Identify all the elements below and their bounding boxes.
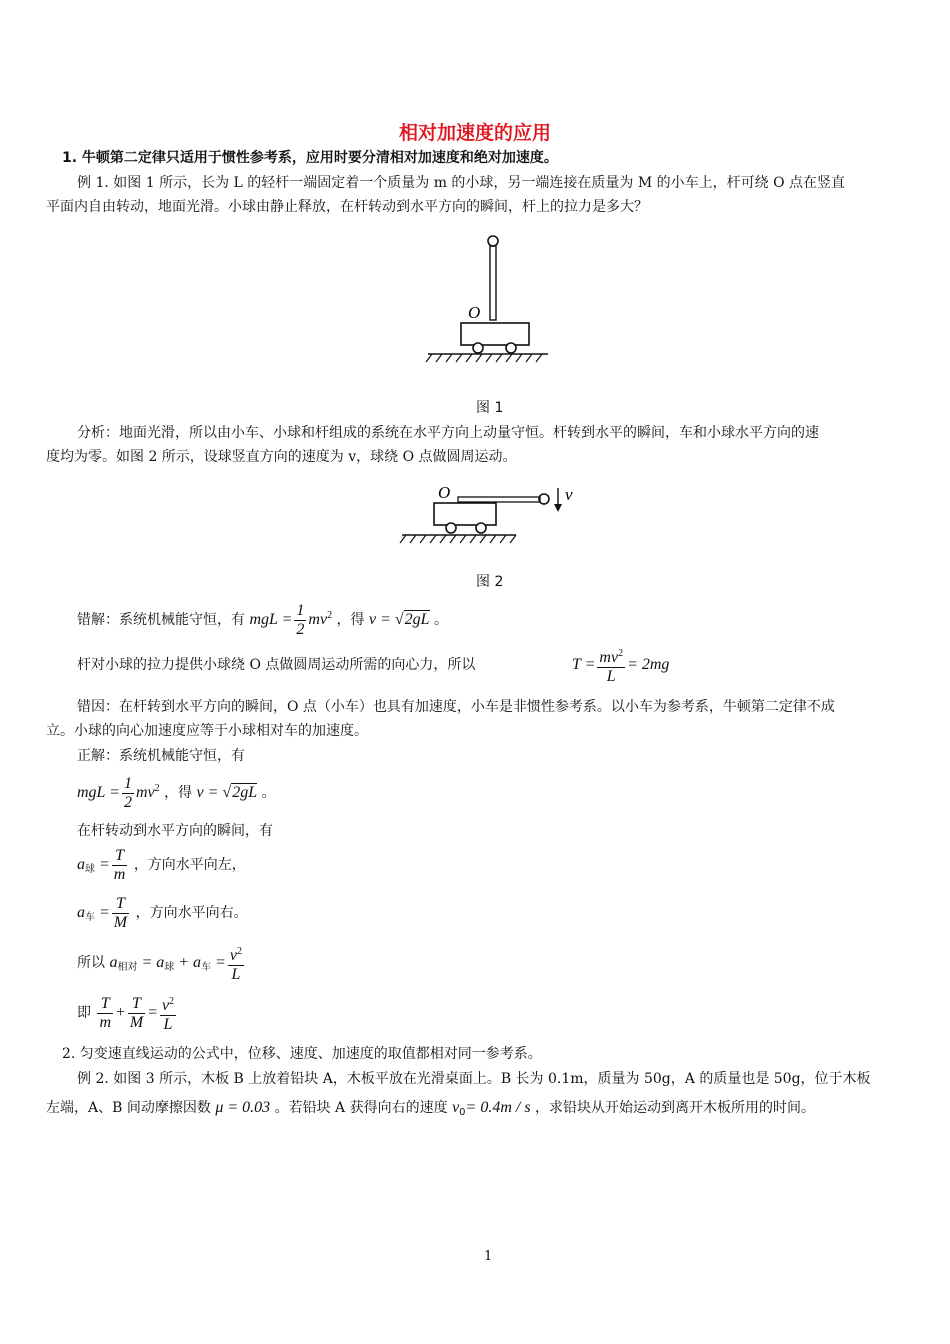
formula-energy: mgL = $\frac{1}{2}$ $mv^2$ — [249, 601, 333, 638]
example2-line1: 例 2. 如图 3 所示，木板 B 上放着铅块 A，木板平放在光滑桌面上。B 长为 0.1m，质量为 50g，A 的质量也是 50g，位于木板 — [77, 1071, 871, 1087]
page-number: 1 — [484, 1249, 493, 1264]
label-o: O — [468, 303, 481, 322]
ie-text: 即 — [77, 1005, 91, 1021]
figure-2-caption: 图 2 — [476, 574, 504, 590]
label-v: v — [565, 485, 573, 504]
correct-solution-heading: 正解：系统机械能守恒，有 — [77, 748, 245, 764]
wheel-icon — [476, 523, 486, 533]
section-heading-2: 2. 匀变速直线运动的公式中，位移、速度、加速度的取值都相对同一参考系。 — [62, 1046, 542, 1062]
rod-icon — [490, 246, 496, 320]
example2-line2: 左端，A、B 间动摩擦因数 μ = 0.03 。若铅块 A 获得向右的速度 $v_0= 0.4m / s$ ，求铅块从开始运动到离开木板所用的时间。 — [46, 1099, 816, 1118]
wrong-cause-line1: 错因：在杆转到水平方向的瞬间，O 点（小车）也具有加速度，小车是非惯性参考系。以小车为参考系，牛顿第二定律不成 — [77, 699, 835, 715]
cart-body-icon — [434, 503, 496, 525]
ground-hatch — [400, 535, 516, 543]
correct-energy-line — [77, 767, 276, 815]
final-equation-line: 即 $\frac{T}{m}$ + $\frac{T}{M}$ = $\frac{v^2}{L}$ — [77, 994, 175, 1033]
page-title: 相对加速度的应用 — [398, 122, 551, 144]
get-text: ，得 — [164, 785, 193, 801]
arrowhead-icon — [554, 504, 562, 512]
label-o: O — [438, 483, 451, 502]
period: 。 — [434, 612, 449, 628]
formula-mu: μ = 0.03 — [215, 1099, 271, 1116]
figure-2-cart-horizontal-rod — [396, 478, 586, 550]
example1-line2: 平面内自由转动，地面光滑。小球由静止释放，在杆转动到水平方向的瞬间，杆上的拉力是多大？ — [46, 199, 648, 215]
ground-hatch — [426, 354, 542, 362]
period: 。 — [261, 785, 276, 801]
analysis-line2: 度均为零。如图 2 所示，设球竖直方向的速度为 v，球绕 O 点做圆周运动。 — [46, 449, 517, 465]
ball-acceleration-line: $a_球$ = $\frac{T}{m}$ ，方向水平向左， — [77, 846, 246, 883]
ball-direction: ，方向水平向左， — [133, 857, 246, 873]
so-text: 所以 — [77, 955, 105, 971]
formula-tension-wrong: T = $\frac{mv^2}{L}$ = 2mg — [572, 645, 669, 686]
section-heading-1: 1. 牛顿第二定律只适用于惯性参考系，应用时要分清相对加速度和绝对加速度。 — [62, 150, 558, 166]
ball-icon — [488, 236, 498, 246]
car-direction: ，方向水平向右。 — [135, 905, 248, 921]
figure-1-cart-vertical-rod — [420, 228, 560, 368]
rod-icon — [458, 497, 540, 502]
example1-line1: 例 1. 如图 1 所示，长为 L 的轻杆一端固定着一个质量为 m 的小球，另一端连接在质量为 M 的小车上，杆可绕 O 点在竖直 — [77, 175, 846, 191]
formula-energy: mgL = $\frac{1}{2}$ $mv^2$ — [77, 774, 160, 811]
formula-velocity: v = √2gL — [368, 611, 430, 628]
formula-velocity: v = √2gL — [196, 784, 258, 801]
wheel-icon — [506, 343, 516, 353]
centripetal-line — [77, 645, 475, 685]
wheel-icon — [446, 523, 456, 533]
wrong-cause-line2: 立。小球的向心加速度应等于小球相对车的加速度。 — [46, 723, 368, 739]
car-acceleration-line: $a_车$ = $\frac{T}{M}$ ，方向水平向右。 — [77, 894, 248, 931]
formula-v0: = 0.4m / s — [465, 1099, 531, 1116]
wrong-solution — [77, 596, 448, 640]
wrong-solution-text: 错解：系统机械能守恒，有 — [77, 612, 245, 628]
wrong-solution-get: ，得 — [336, 612, 365, 628]
figure-1-caption: 图 1 — [476, 400, 504, 416]
relative-acceleration-line: 所以 $a_{相对} = a_球 + a_车$ = $\frac{v^2}{L}$ — [77, 940, 246, 991]
centripetal-text: 杆对小球的拉力提供小球绕 O 点做圆周运动所需的向心力，所以 — [77, 657, 476, 673]
cart-body-icon — [461, 323, 529, 345]
wheel-icon — [473, 343, 483, 353]
analysis-line1: 分析：地面光滑，所以由小车、小球和杆组成的系统在水平方向上动量守恒。杆转到水平的瞬间，车和小球水平方向的速 — [77, 425, 819, 441]
instant-text: 在杆转动到水平方向的瞬间，有 — [77, 823, 273, 839]
